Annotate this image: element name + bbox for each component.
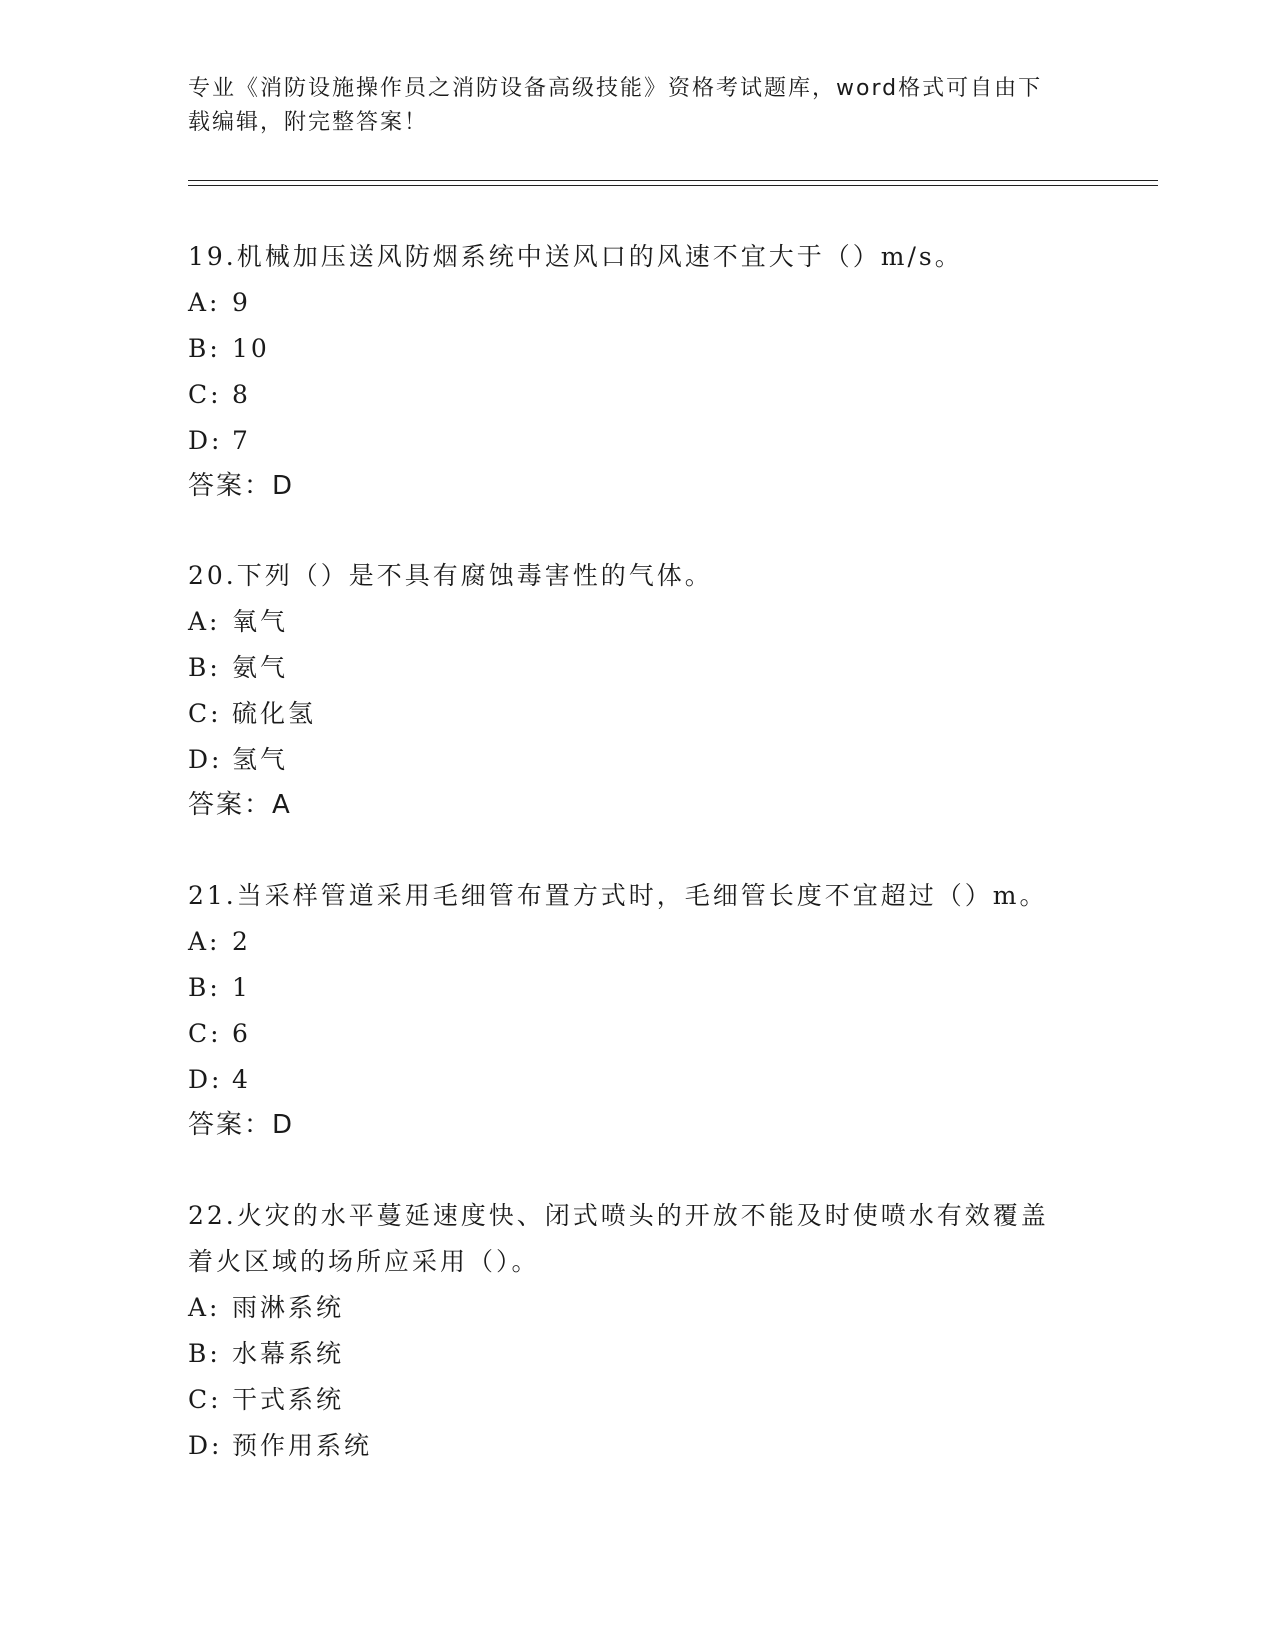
question-22 [188,1193,1088,1469]
question-title: 22.火灾的水平蔓延速度快、闭式喷头的开放不能及时使喷水有效覆盖 [188,1201,1049,1230]
option-d [188,1423,1088,1469]
option-text: 水幕系统 [232,1339,345,1368]
question-title: 21.当采样管道采用毛细管布置方式时，毛细管长度不宜超过（）m。 [188,881,1048,910]
option-key: C: [188,380,222,409]
option-key: D: [188,1065,223,1094]
option-text: 10 [232,334,270,363]
option-key: C: [188,1019,222,1048]
option-d [188,418,1088,464]
option-text: 7 [232,426,251,455]
answer: 答案：D [188,1110,295,1140]
option-d [188,1057,1088,1103]
option-key: B: [188,653,221,682]
option-b [188,1331,1088,1377]
option-text: 氨气 [232,653,289,682]
answer: 答案：A [188,790,292,820]
question-21 [188,873,1088,1147]
option-text: 干式系统 [232,1385,345,1414]
option-c [188,1011,1088,1057]
answer: 答案：D [188,471,295,501]
option-text: 氧气 [232,607,289,636]
header-divider-top [188,180,1158,181]
option-text: 2 [232,927,251,956]
option-a [188,919,1088,965]
option-c [188,691,1088,737]
option-text: 预作用系统 [232,1431,373,1460]
header-line-1: 专业《消防设施操作员之消防设备高级技能》资格考试题库，word格式可自由下 [188,76,1043,101]
option-text: 9 [232,288,251,317]
option-text: 氢气 [232,745,289,774]
option-text: 雨淋系统 [232,1293,345,1322]
option-text: 1 [232,973,251,1002]
option-key: D: [188,426,223,455]
option-key: C: [188,1385,222,1414]
option-key: D: [188,745,223,774]
option-key: B: [188,334,221,363]
option-c [188,1377,1088,1423]
option-key: B: [188,973,221,1002]
header-line-2: 载编辑，附完整答案！ [188,110,429,135]
option-key: C: [188,699,222,728]
question-title-continued: 着火区域的场所应采用（）。 [188,1247,540,1276]
option-key: A: [188,607,221,636]
question-title: 20.下列（）是不具有腐蚀毒害性的气体。 [188,561,713,590]
document-header [188,72,1068,140]
option-b [188,645,1088,691]
option-text: 6 [232,1019,251,1048]
option-b [188,326,1088,372]
option-c [188,372,1088,418]
option-key: D: [188,1431,223,1460]
option-text: 8 [232,380,251,409]
option-text: 硫化氢 [232,699,317,728]
option-key: B: [188,1339,221,1368]
option-d [188,737,1088,783]
header-divider-bottom [188,185,1158,186]
option-key: A: [188,927,221,956]
option-a [188,280,1088,326]
option-text: 4 [232,1065,251,1094]
question-20 [188,553,1088,827]
question-19 [188,234,1088,508]
option-key: A: [188,288,221,317]
question-title: 19.机械加压送风防烟系统中送风口的风速不宜大于（）m/s。 [188,242,963,271]
option-b [188,965,1088,1011]
option-a [188,599,1088,645]
option-a [188,1285,1088,1331]
option-key: A: [188,1293,221,1322]
